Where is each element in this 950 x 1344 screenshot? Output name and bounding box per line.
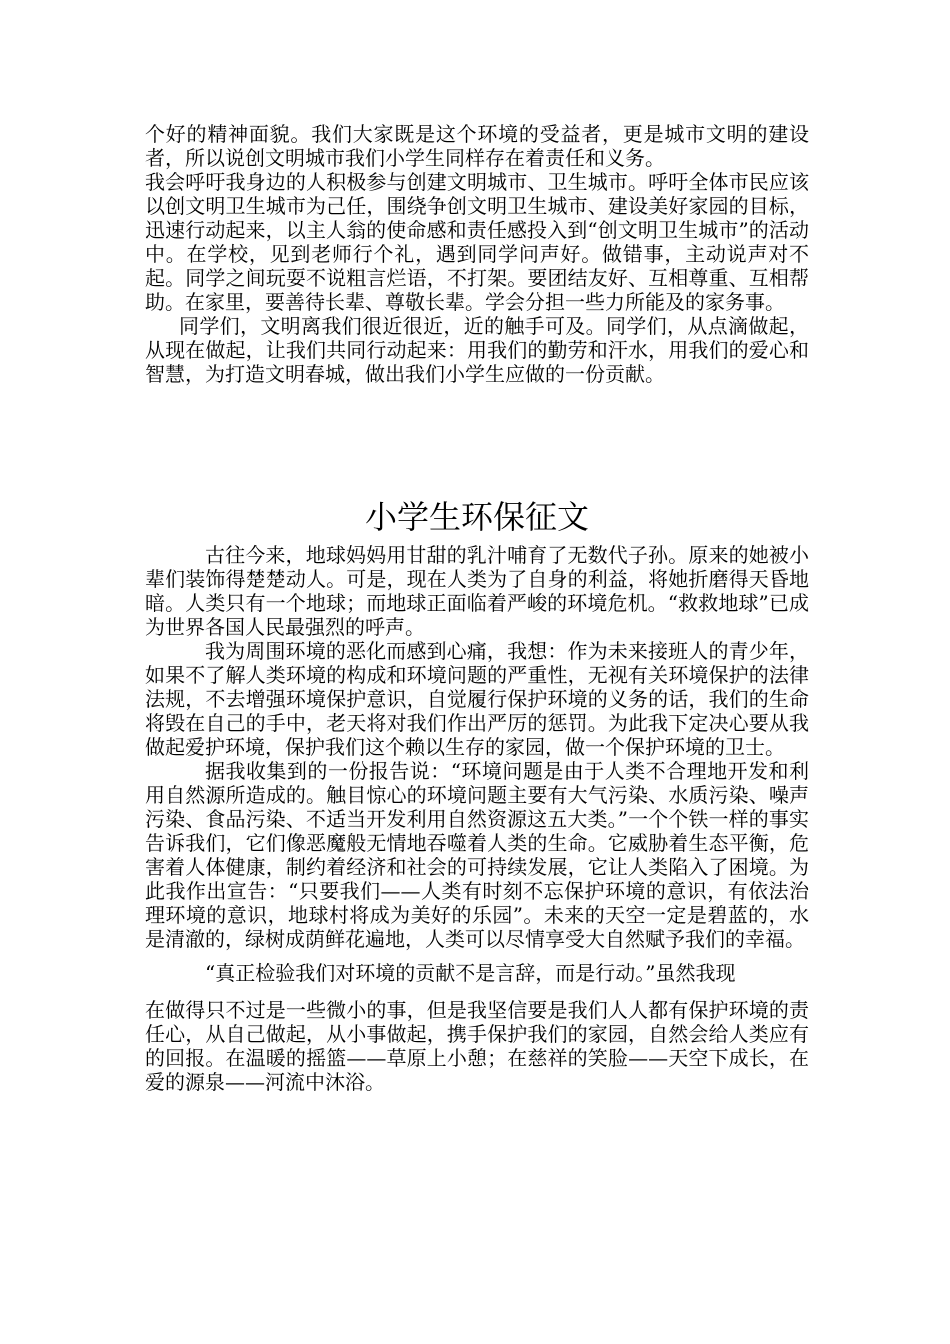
paragraph: 个好的精神面貌。我们大家既是这个环境的受益者，更是城市文明的建设者，所以说创文明城市我们小学生同样存在着责任和义务。 (145, 122, 809, 170)
paragraph: 我为周围环境的恶化而感到心痛，我想：作为未来接班人的青少年，如果不了解人类环境的构成和环境问题的严重性，无视有关环境保护的法律法规，不去增强环境保护意识，自觉履行保护环境的义务的话，我们的生命将毁在自己的手中，老天将对我们作出严厉的惩罚。为此我下定决心要从我做起爱护环境，保护我们这个赖以生存的家园，做一个保护环境的卫士。 (145, 639, 809, 759)
section-1-body (145, 122, 809, 386)
paragraph: 我会呼吁我身边的人积极参与创建文明城市、卫生城市。呼吁全体市民应该以创文明卫生城市为己任，围绕争创文明卫生城市、建设美好家园的目标，迅速行动起来，以主人翁的使命感和责任感投入到“创文明卫生城市”的活动中。在学校，见到老师行个礼，遇到同学问声好。做错事，主动说声对不起。同学之间玩耍不说粗言烂语，不打架。要团结友好、互相尊重、互相帮助。在家里，要善待长辈、尊敬长辈。学会分担一些力所能及的家务事。 (145, 170, 809, 314)
section-2-body (145, 543, 809, 1094)
paragraph: 据我收集到的一份报告说：“环境问题是由于人类不合理地开发和利用自然源所造成的。触目惊心的环境问题主要有大气污染、水质污染、噪声污染、食品污染、不适当开发利用自然资源这五大类。”一个个铁一样的事实告诉我们，它们像恶魔般无情地吞噬着人类的生命。它威胁着生态平衡，危害着人体健康，制约着经济和社会的可持续发展，它让人类陷入了困境。为此我作出宣告：“只要我们——人类有时刻不忘保护环境的意识，有依法治理环境的意识，地球村将成为美好的乐园”。未来的天空一定是碧蓝的，水是清澈的，绿树成荫鲜花遍地，人类可以尽情享受大自然赋予我们的幸福。 (145, 759, 809, 951)
paragraph: 在做得只不过是一些微小的事，但是我坚信要是我们人人都有保护环境的责任心，从自己做起，从小事做起，携手保护我们的家园，自然会给人类应有的回报。在温暖的摇篮——草原上小憩；在慈祥的笑脸——天空下成长，在爱的源泉——河流中沐浴。 (145, 998, 809, 1094)
paragraph: 古往今来，地球妈妈用甘甜的乳汁哺育了无数代子孙。原来的她被小辈们装饰得楚楚动人。可是，现在人类为了自身的利益，将她折磨得天昏地暗。人类只有一个地球；而地球正面临着严峻的环境危机。“救救地球”已成为世界各国人民最强烈的呼声。 (145, 543, 809, 639)
paragraph: 同学们，文明离我们很近很近，近的触手可及。同学们，从点滴做起，从现在做起，让我们共同行动起来：用我们的勤劳和汗水，用我们的爱心和智慧，为打造文明春城，做出我们小学生应做的一份贡献。 (145, 314, 809, 386)
essay-title: 小学生环保征文 (364, 498, 589, 536)
paragraph: “真正检验我们对环境的贡献不是言辞，而是行动。”虽然我现 (205, 961, 736, 985)
